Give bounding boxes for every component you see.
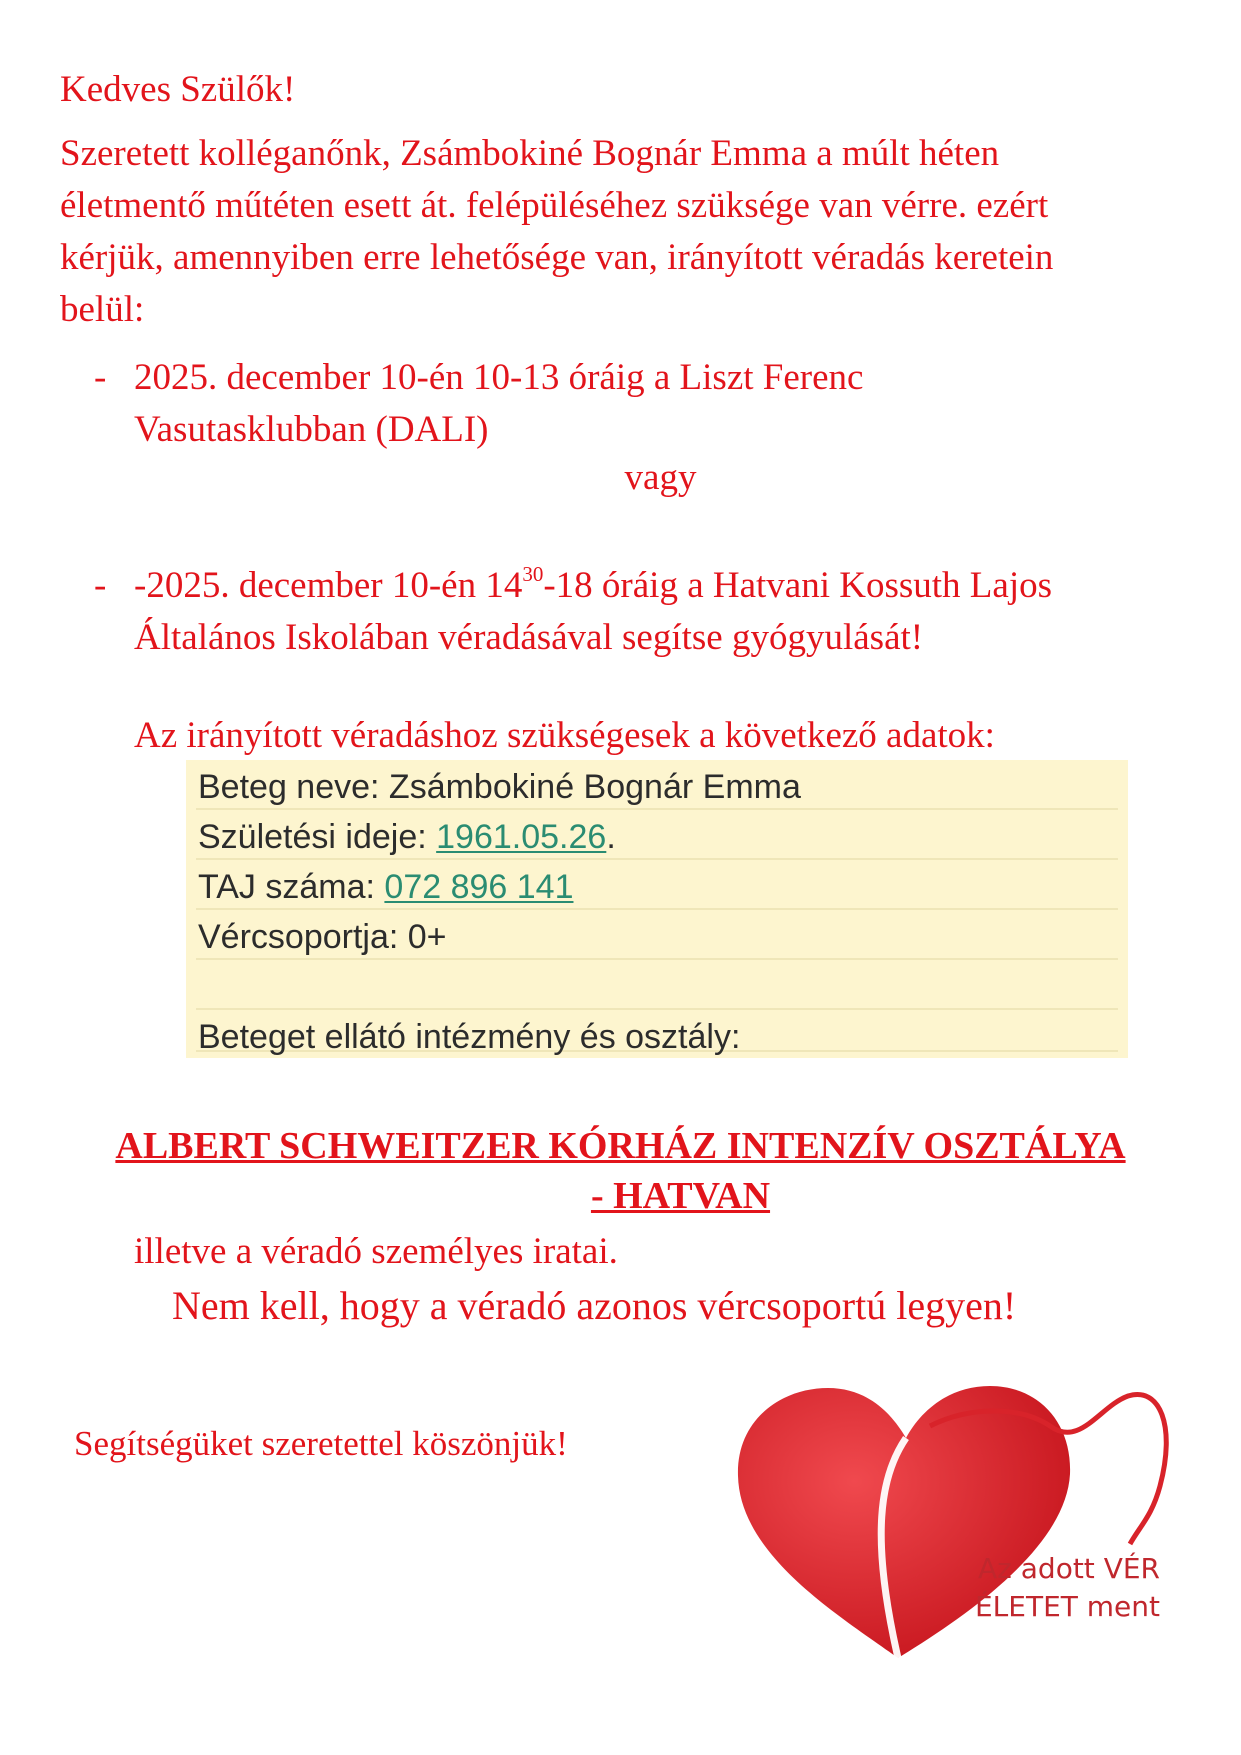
bullet-line xyxy=(134,560,1194,612)
field-label: Beteg neve: xyxy=(198,768,389,806)
heart-icon xyxy=(720,1366,1190,1666)
time-superscript: 30 xyxy=(522,562,544,586)
patient-name-row xyxy=(198,768,801,807)
bullet-item-dali xyxy=(134,352,1194,456)
bullet-dash: - xyxy=(94,357,107,398)
logo-text-line1: Az adott VÉR xyxy=(978,1552,1160,1585)
bullet-text-prefix: -2025. december 10-én 14 xyxy=(134,565,523,606)
field-label: TAJ száma: xyxy=(198,868,385,906)
card-rule xyxy=(196,858,1118,860)
card-rule xyxy=(196,908,1118,910)
intro-line: Szeretett kolléganőnk, Zsámbokiné Bognár Emma a múlt héten xyxy=(60,133,1000,174)
bullet-line: Vasutasklubban (DALI) xyxy=(134,409,489,450)
intro-line: kérjük, amennyiben erre lehetősége van, irányított véradás keretein xyxy=(60,237,1054,278)
taj-row xyxy=(198,868,573,907)
greeting: Kedves Szülők! xyxy=(60,69,296,110)
blood-type: 0+ xyxy=(407,918,447,956)
hospital-location: - HATVAN xyxy=(590,1175,771,1217)
logo-text-line2: ÉLETET ment xyxy=(974,1590,1160,1623)
bullet-text-suffix: -18 óráig a Hatvani Kossuth Lajos xyxy=(543,565,1053,606)
card-rule xyxy=(196,1008,1118,1010)
thanks-text: Segítségüket szeretettel köszönjük! xyxy=(74,1424,568,1463)
birth-date-row xyxy=(198,818,616,857)
patient-name: Zsámbokiné Bognár Emma xyxy=(388,768,801,806)
card-rule xyxy=(196,808,1118,810)
card-rule xyxy=(196,958,1118,960)
emphasis-note: Nem kell, hogy a véradó azonos vércsoportú legyen! xyxy=(172,1283,1017,1328)
intro-line: belül: xyxy=(60,289,145,330)
patient-info-card xyxy=(186,760,1128,1058)
data-intro: Az irányított véradáshoz szükségesek a következő adatok: xyxy=(134,715,995,756)
hospital-name: ALBERT SCHWEITZER KÓRHÁZ INTENZÍV OSZTÁLYA xyxy=(115,1125,1126,1167)
taj-number-link[interactable]: 072 896 141 xyxy=(384,868,574,906)
bullet-item-school xyxy=(134,560,1194,664)
birth-date-link[interactable]: 1961.05.26 xyxy=(436,818,607,856)
punctuation: . xyxy=(606,818,616,856)
or-text: vagy xyxy=(624,457,697,498)
bullet-dash: - xyxy=(94,565,107,606)
institution-row: Beteget ellátó intézmény és osztály: xyxy=(198,1018,741,1056)
blood-donation-logo xyxy=(720,1366,1190,1666)
blood-type-row xyxy=(198,918,447,957)
field-label: Születési ideje: xyxy=(198,818,437,856)
field-label: Vércsoportja: xyxy=(198,918,408,956)
documents-note: illetve a véradó személyes iratai. xyxy=(134,1231,618,1272)
intro-paragraph xyxy=(60,128,1190,336)
intro-line: életmentő műtéten esett át. felépüléséhez szüksége van vérre. ezért xyxy=(60,185,1049,226)
bullet-line: 2025. december 10-én 10-13 óráig a Liszt Ferenc xyxy=(134,357,864,398)
bullet-line: Általános Iskolában véradásával segítse gyógyulását! xyxy=(134,617,924,658)
